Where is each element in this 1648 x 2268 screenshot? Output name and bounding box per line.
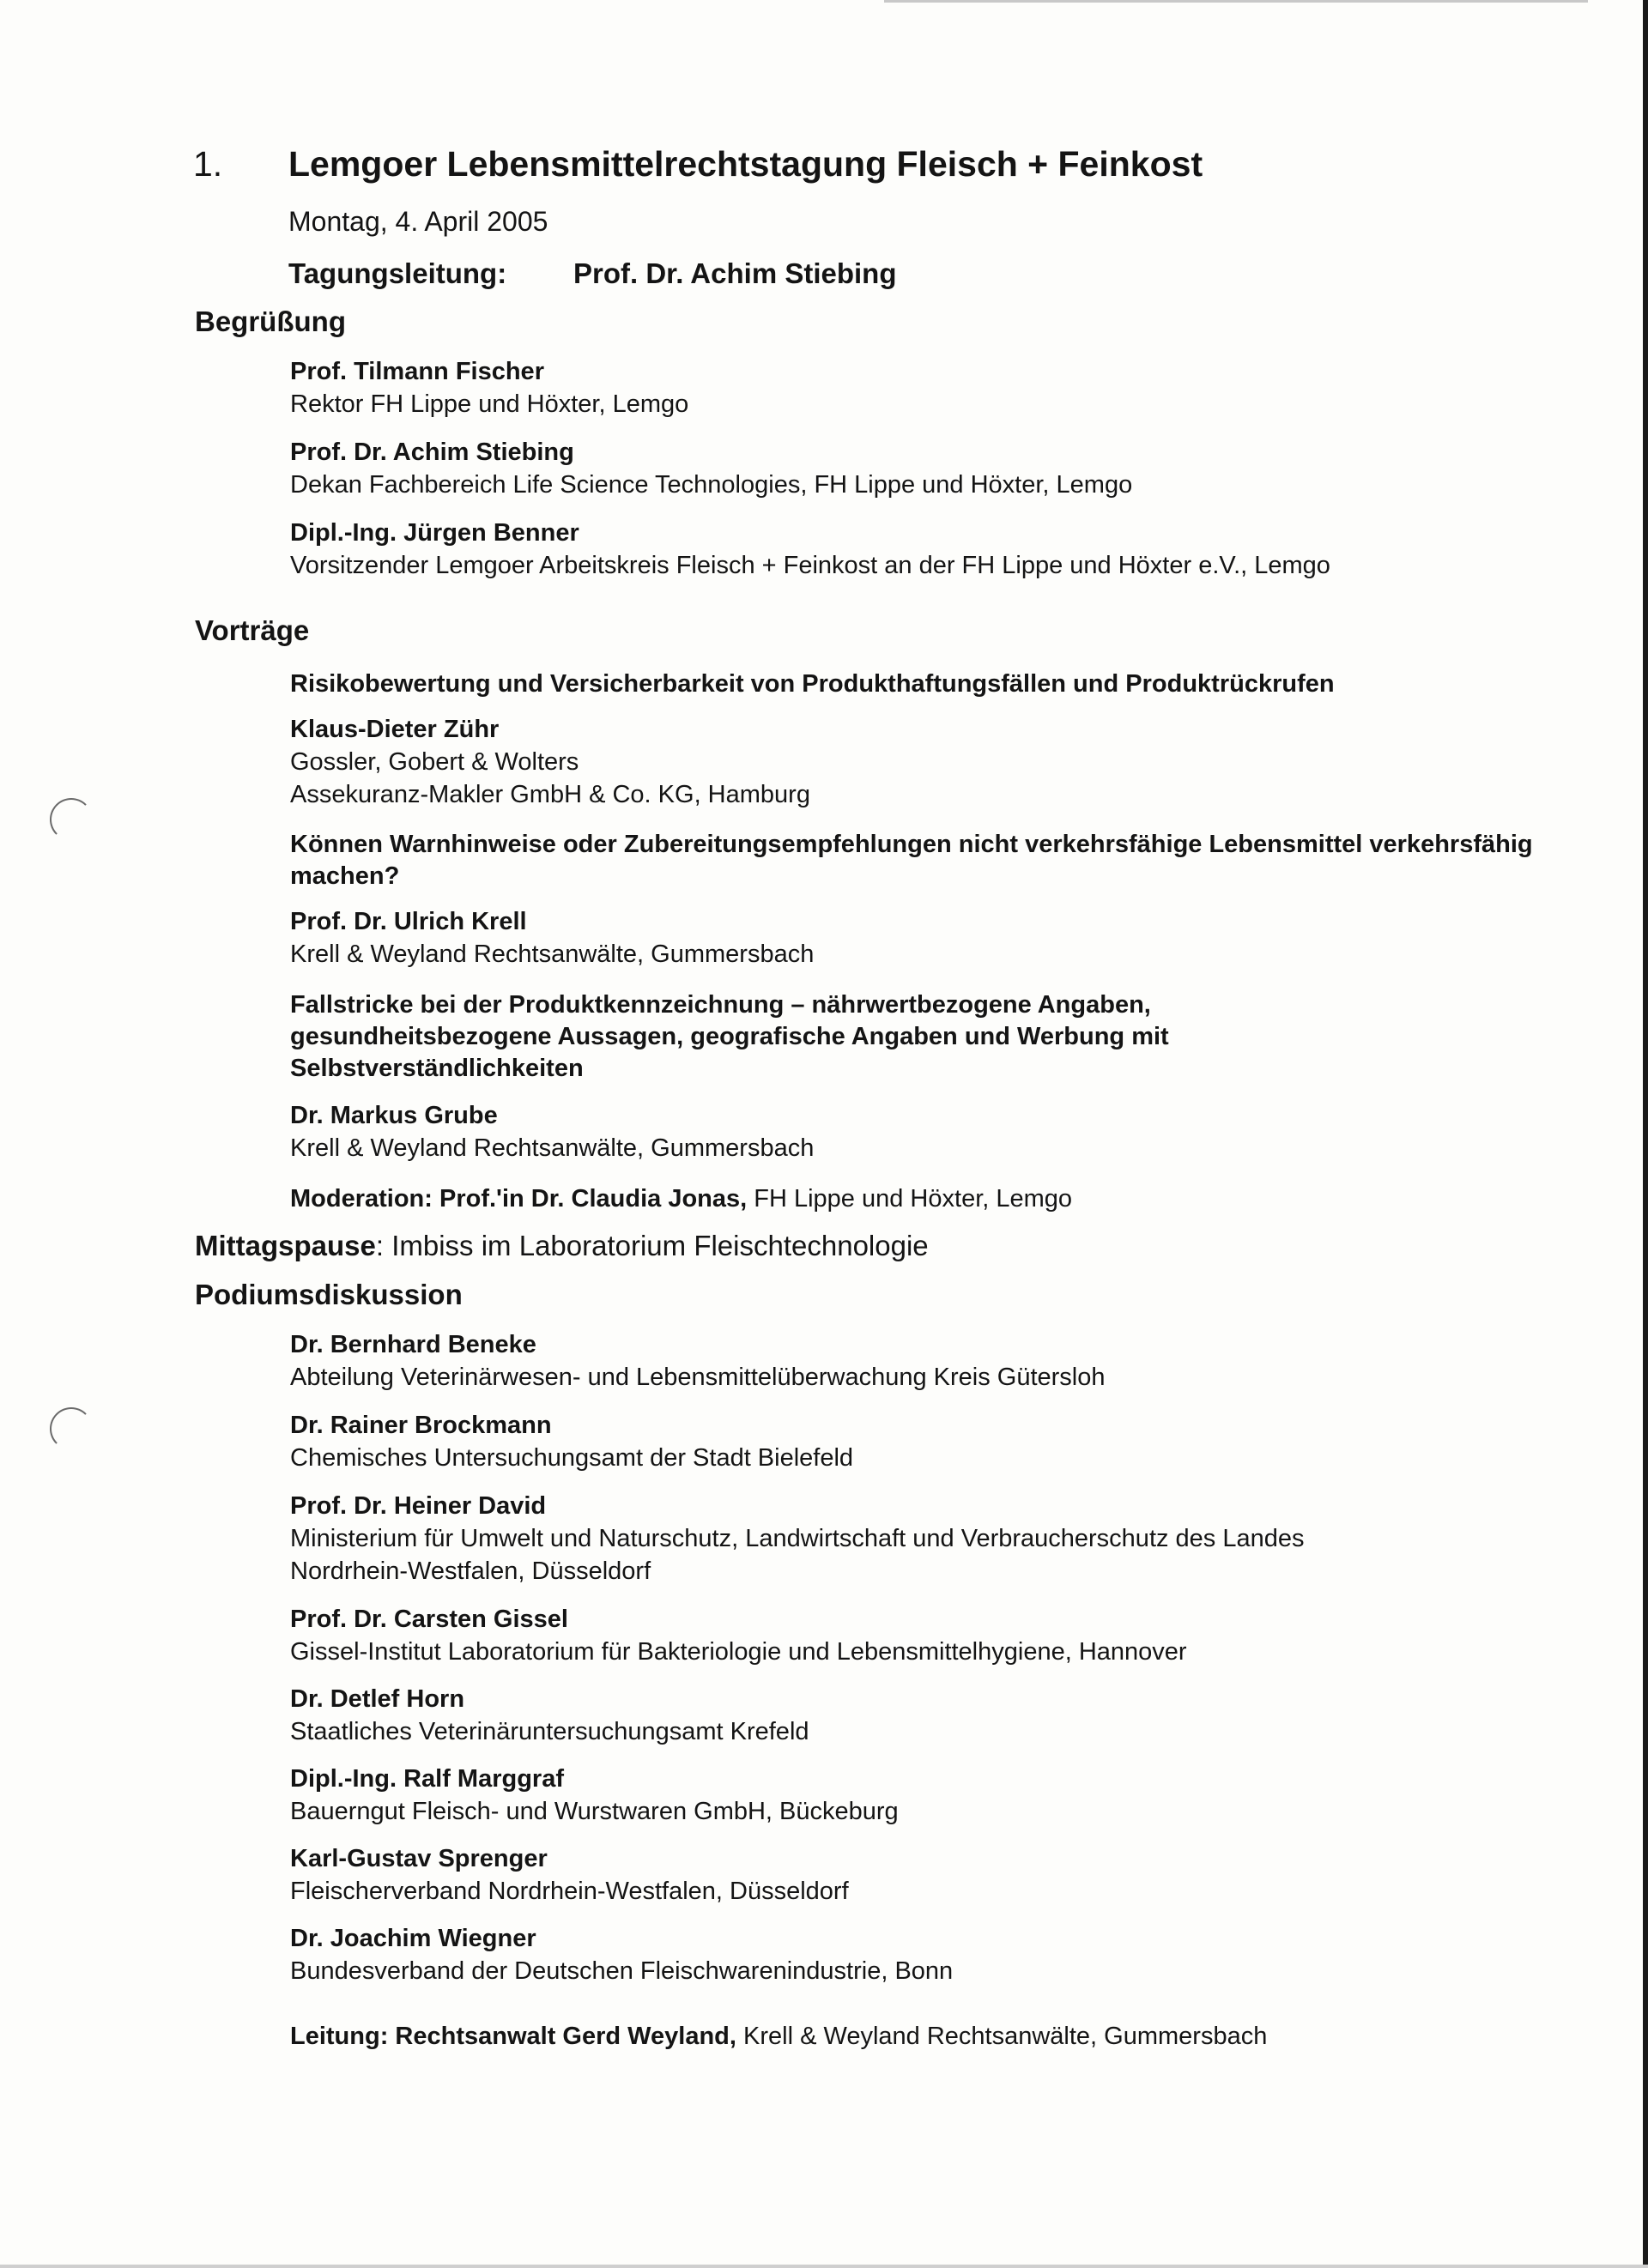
moderator-name: Prof.'in Dr. Claudia Jonas, (439, 1185, 748, 1213)
participant-name: Prof. Dr. Heiner David (290, 1492, 547, 1520)
participant-name: Dr. Bernhard Beneke (290, 1331, 536, 1358)
scan-edge-right (1643, 0, 1648, 2268)
talk (290, 829, 1543, 892)
talk-title: Fallstricke bei der Produktkennzeichnung – nährwertbezogene Angaben, gesundheitsbezogene Aussagen, geografische Angaben und Werbung mit Selbstverständlichkeiten (290, 991, 1169, 1082)
speaker-affiliation: Gossler, Gobert & Wolters (290, 748, 579, 776)
punch-hole-mark (50, 798, 93, 841)
talk-speaker (290, 713, 1578, 811)
panel-participant (290, 1763, 1578, 1828)
participant-name: Prof. Dr. Carsten Gissel (290, 1606, 568, 1633)
welcome-speaker (290, 436, 1578, 501)
participant-name: Dr. Joachim Wiegner (290, 1925, 536, 1952)
event-date: Montag, 4. April 2005 (288, 206, 548, 237)
panel-participant (290, 1409, 1578, 1474)
participant-affiliation: Bundesverband der Deutschen Fleischwarenindustrie, Bonn (290, 1957, 954, 1985)
talk-title: Risikobewertung und Versicherbarkeit von Produkthaftungsfällen und Produktrückrufen (290, 670, 1335, 698)
participant-name: Dr. Detlef Horn (290, 1685, 465, 1713)
scan-edge-top (884, 0, 1588, 3)
moderation-label: Moderation: (290, 1185, 433, 1213)
talk (290, 989, 1286, 1085)
participant-name: Dipl.-Ing. Ralf Marggraf (290, 1765, 564, 1793)
lunch-break-text: : Imbiss im Laboratorium Fleischtechnologie (375, 1230, 929, 1261)
event-title: Lemgoer Lebensmittelrechtstagung Fleisch + Feinkost (288, 144, 1203, 184)
panel-participant (290, 1842, 1578, 1908)
panel-participant (290, 1490, 1578, 1588)
talk (290, 668, 1578, 700)
speaker-affiliation: Rektor FH Lippe und Höxter, Lemgo (290, 390, 689, 418)
speaker-name: Prof. Dr. Ulrich Krell (290, 908, 527, 935)
lunch-break-line (195, 1230, 929, 1262)
lunch-break-label: Mittagspause (195, 1230, 376, 1261)
panel-leitung-line (290, 2020, 1578, 2053)
talk-speaker (290, 905, 1578, 971)
speaker-affiliation: Dekan Fachbereich Life Science Technologies, FH Lippe und Höxter, Lemgo (290, 471, 1133, 499)
section-heading-begruessung: Begrüßung (195, 305, 346, 337)
panel-participant (290, 1922, 1578, 1987)
participant-affiliation: Chemisches Untersuchungsamt der Stadt Bielefeld (290, 1444, 854, 1472)
participant-affiliation: Abteilung Veterinärwesen- und Lebensmittelüberwachung Kreis Gütersloh (290, 1364, 1106, 1391)
leadership-label: Tagungsleitung: (288, 257, 507, 289)
speaker-affiliation: Assekuranz-Makler GmbH & Co. KG, Hamburg (290, 781, 810, 808)
participant-name: Karl-Gustav Sprenger (290, 1845, 548, 1872)
speaker-name: Klaus-Dieter Zühr (290, 716, 500, 743)
speaker-affiliation: Krell & Weyland Rechtsanwälte, Gummersbach (290, 940, 815, 968)
speaker-name: Dr. Markus Grube (290, 1102, 498, 1129)
panel-participant (290, 1603, 1578, 1668)
panel-participant (290, 1683, 1578, 1748)
panel-participant (290, 1328, 1578, 1394)
scan-edge-bottom (0, 2265, 1648, 2268)
participant-affiliation: Nordrhein-Westfalen, Düsseldorf (290, 1557, 651, 1585)
participant-affiliation: Bauerngut Fleisch- und Wurstwaren GmbH, Bückeburg (290, 1798, 899, 1825)
section-heading-vortraege: Vorträge (195, 614, 310, 646)
participant-affiliation: Staatliches Veterinäruntersuchungsamt Krefeld (290, 1718, 809, 1745)
speaker-name: Prof. Dr. Achim Stiebing (290, 438, 574, 466)
talk-speaker (290, 1099, 1578, 1164)
participant-name: Dr. Rainer Brockmann (290, 1412, 552, 1439)
participant-affiliation: Gissel-Institut Laboratorium für Bakteriologie und Lebensmittelhygiene, Hannover (290, 1638, 1187, 1666)
leadership-name: Prof. Dr. Achim Stiebing (573, 257, 897, 289)
talk-title: Können Warnhinweise oder Zubereitungsempfehlungen nicht verkehrsfähige Lebensmittel verkehrsfähig machen? (290, 831, 1533, 890)
panel-leitung-affiliation: Krell & Weyland Rechtsanwälte, Gummersbach (743, 2023, 1268, 2050)
punch-hole-mark (50, 1407, 93, 1450)
participant-affiliation: Fleischerverband Nordrhein-Westfalen, Düsseldorf (290, 1878, 849, 1905)
welcome-speaker (290, 517, 1578, 582)
speaker-affiliation: Vorsitzender Lemgoer Arbeitskreis Fleisch + Feinkost an der FH Lippe und Höxter e.V., Lemgo (290, 552, 1330, 579)
section-heading-podium: Podiumsdiskussion (195, 1279, 463, 1310)
speaker-affiliation: Krell & Weyland Rechtsanwälte, Gummersbach (290, 1134, 815, 1162)
speaker-name: Prof. Tilmann Fischer (290, 358, 544, 385)
moderator-affiliation: FH Lippe und Höxter, Lemgo (754, 1185, 1073, 1213)
moderation-line (290, 1182, 1578, 1215)
speaker-name: Dipl.-Ing. Jürgen Benner (290, 519, 579, 547)
event-number: 1. (193, 144, 223, 184)
panel-leitung-label: Leitung: Rechtsanwalt Gerd Weyland, (290, 2023, 736, 2050)
welcome-speaker (290, 355, 1578, 420)
participant-affiliation: Ministerium für Umwelt und Naturschutz, Landwirtschaft und Verbraucherschutz des Landes (290, 1525, 1305, 1552)
